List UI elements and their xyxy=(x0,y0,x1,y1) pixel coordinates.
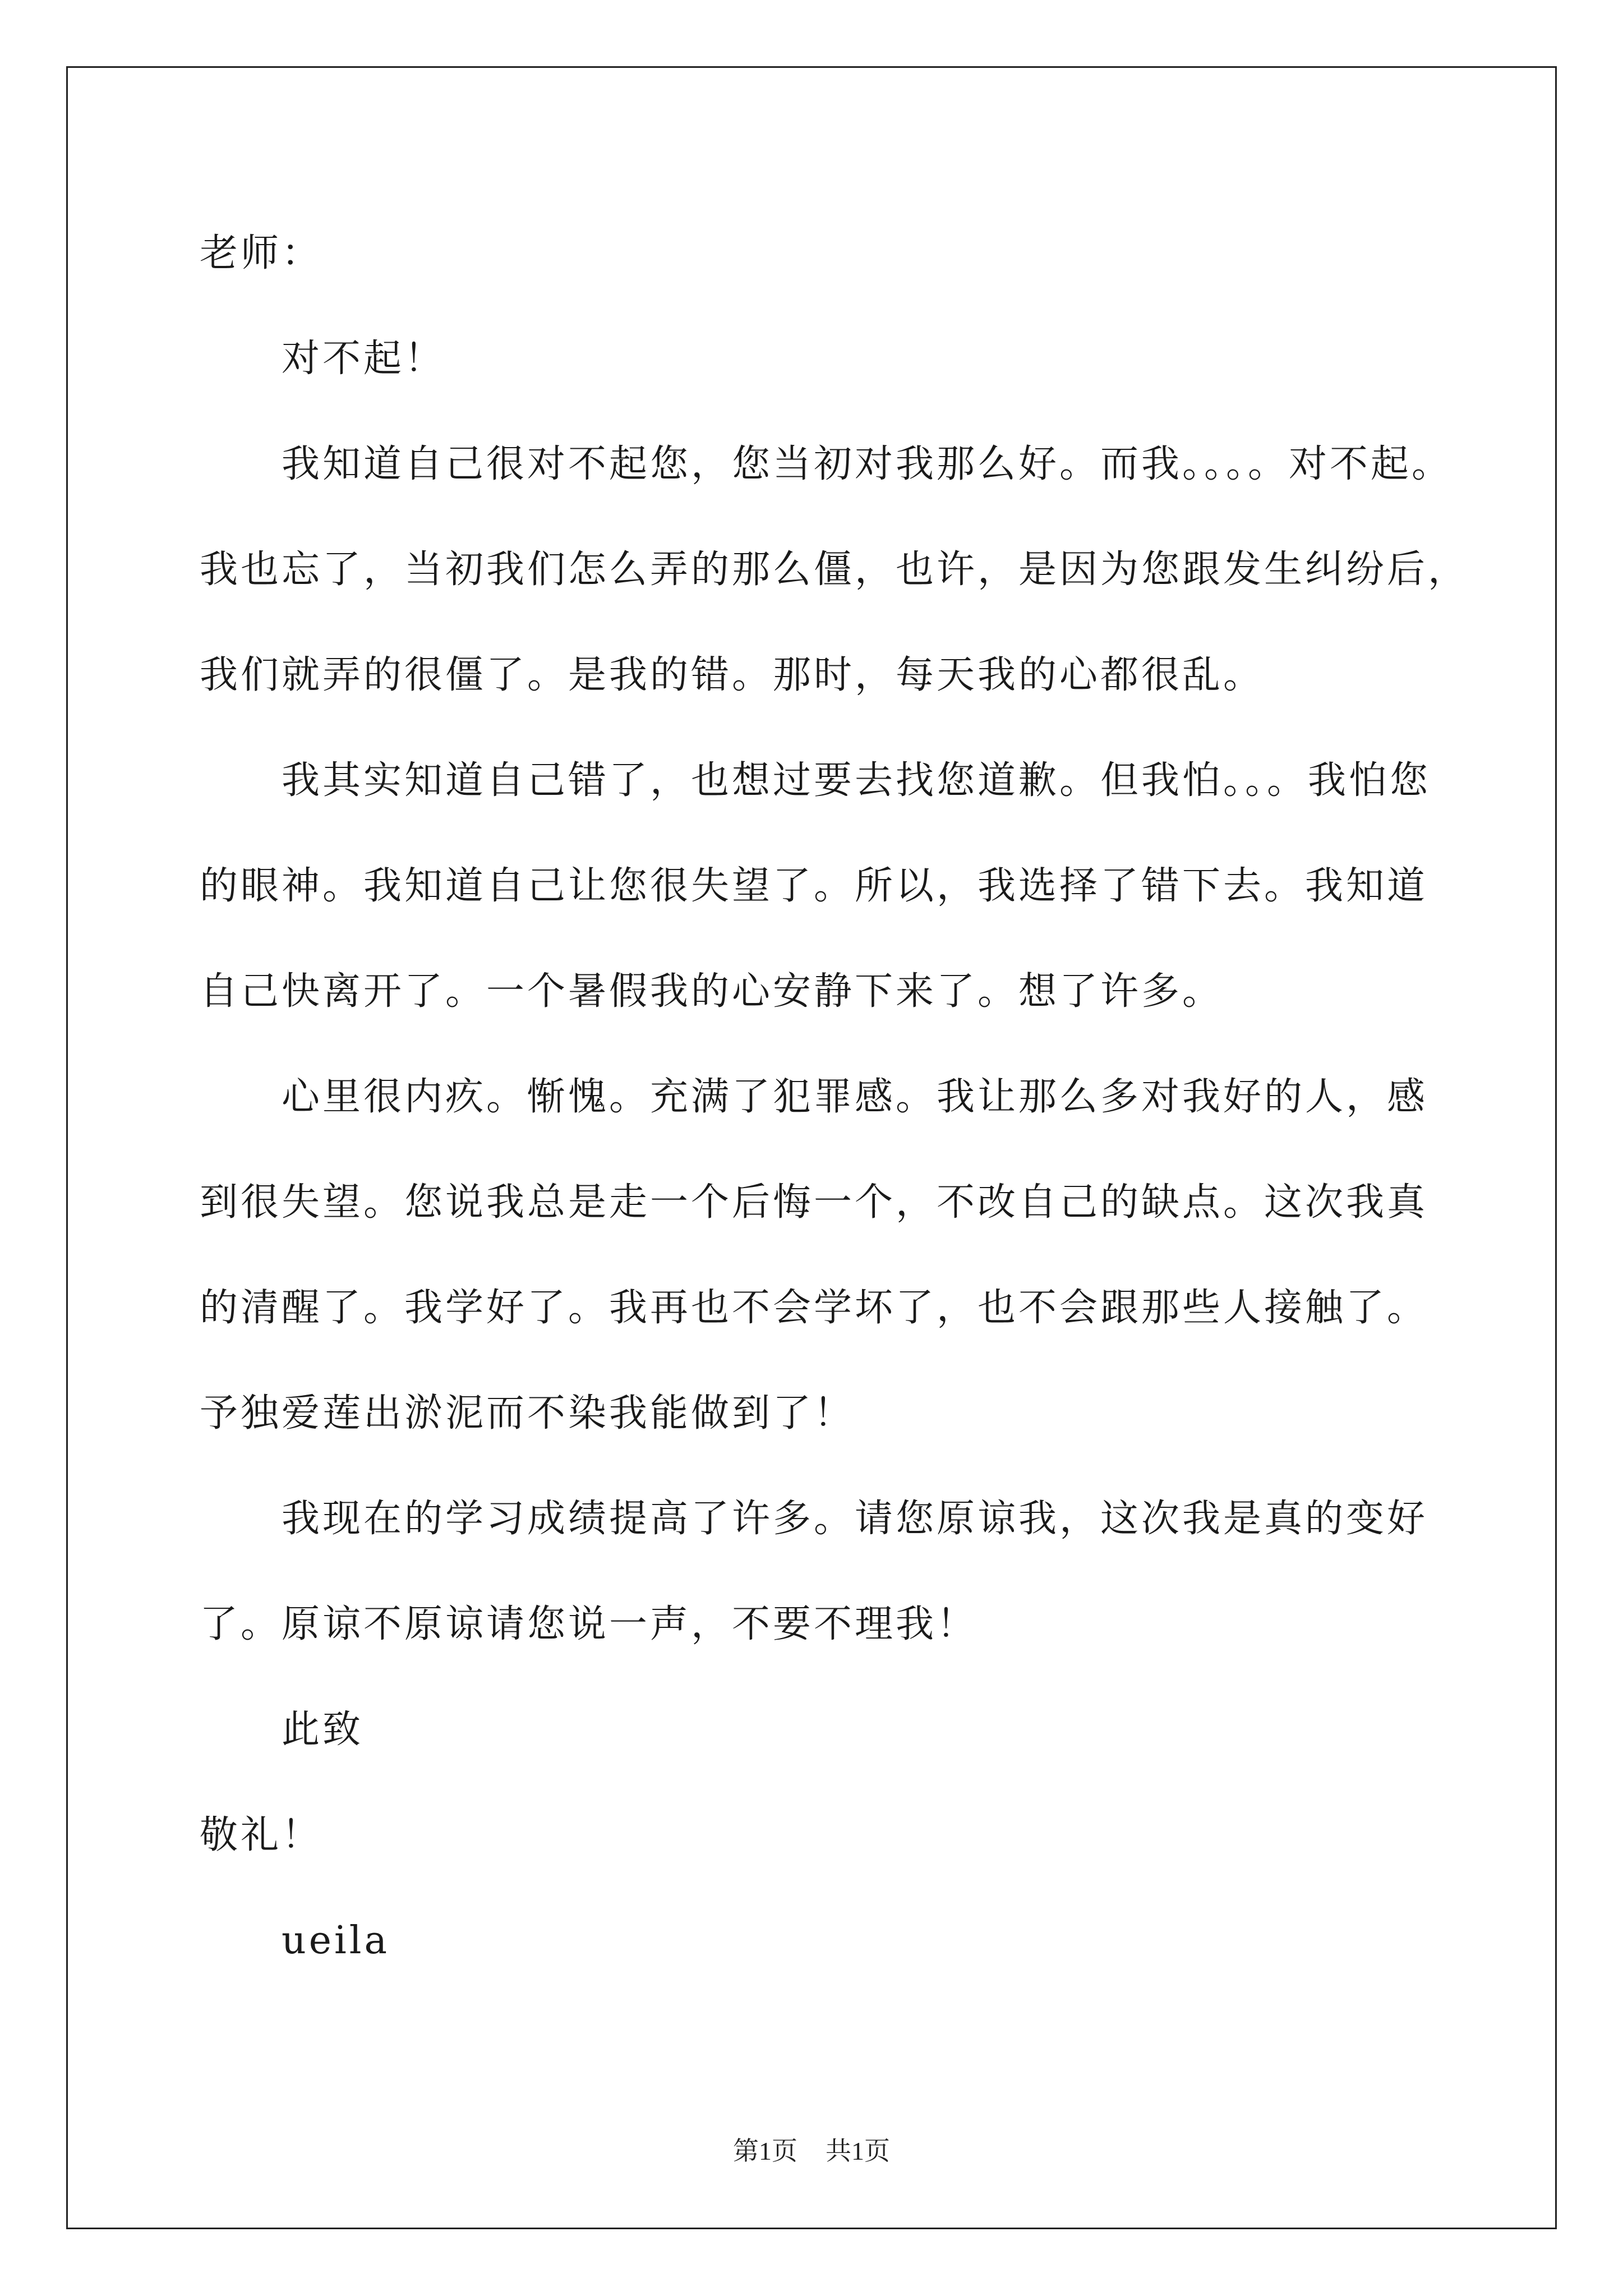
paragraph-line: 我们就弄的很僵了。是我的错。那时，每天我的心都很乱。 xyxy=(200,653,1265,697)
paragraph-line: 予独爱莲出淤泥而不染我能做到了！ xyxy=(200,1391,855,1435)
closing-line: 此致 xyxy=(282,1708,364,1752)
salutation: 老师： xyxy=(200,231,323,275)
closing-salute: 敬礼！ xyxy=(200,1813,323,1857)
page-footer xyxy=(0,2131,1623,2168)
paragraph-line: 我其实知道自己错了，也想过要去找您道歉。但我怕。。。我怕您 xyxy=(282,758,1431,803)
paragraph-line: 的眼神。我知道自己让您很失望了。所以，我选择了错下去。我知道 xyxy=(200,864,1428,908)
paragraph-line: 我现在的学习成绩提高了许多。请您原谅我，这次我是真的变好 xyxy=(282,1497,1428,1541)
paragraph-line: 的清醒了。我学好了。我再也不会学坏了，也不会跟那些人接触了。 xyxy=(200,1286,1428,1330)
page-number-total: 共1页 xyxy=(826,2137,890,2165)
paragraph-line: 心里很内疚。惭愧。充满了犯罪感。我让那么多对我好的人，感 xyxy=(282,1075,1428,1119)
signature: ueila xyxy=(282,1918,390,1963)
paragraph-line: 了。原谅不原谅请您说一声，不要不理我！ xyxy=(200,1602,978,1646)
paragraph-line: 对不起！ xyxy=(282,337,446,381)
paragraph-line: 到很失望。您说我总是走一个后悔一个，不改自己的缺点。这次我真 xyxy=(200,1180,1428,1225)
page-number-current: 第1页 xyxy=(733,2137,797,2165)
paragraph-line: 自己快离开了。一个暑假我的心安静下来了。想了许多。 xyxy=(200,969,1224,1014)
paragraph-line: 我也忘了，当初我们怎么弄的那么僵，也许，是因为您跟发生纠纷后， xyxy=(200,547,1469,592)
paragraph-line: 我知道自己很对不起您，您当初对我那么好。而我。。。。对不起。 xyxy=(282,442,1453,486)
page-border xyxy=(66,66,1557,2229)
